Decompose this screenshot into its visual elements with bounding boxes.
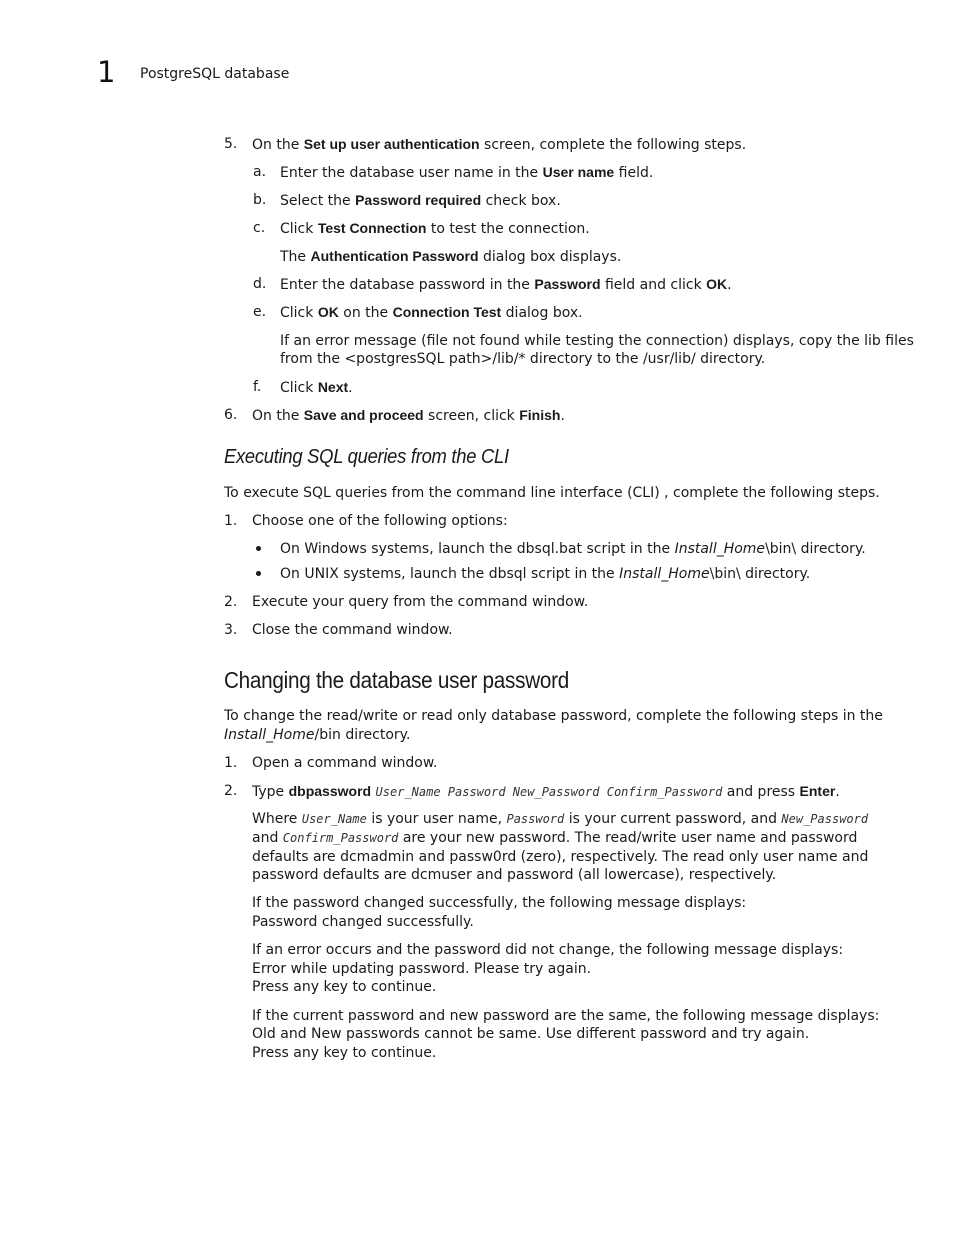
- step-number: 2.: [224, 783, 238, 799]
- pw-intro-line-2: Install_Home/bin directory.: [224, 727, 411, 743]
- substep-e: Click OK on the Connection Test dialog box.: [280, 304, 583, 321]
- pw-same-intro: If the current password and new password are the same, the following message displays:: [252, 1008, 880, 1024]
- substep-marker: f.: [253, 379, 262, 395]
- step-5: On the Set up user authentication screen, complete the following steps.: [252, 136, 747, 153]
- pw-where-line-3: defaults are dcmadmin and passw0rd (zero), respectively. The read only user name and: [252, 849, 869, 865]
- bullet-icon: [256, 546, 261, 551]
- substep-marker: d.: [253, 276, 267, 292]
- pw-success-message: Password changed successfully.: [252, 914, 474, 930]
- cli-step-1: Choose one of the following options:: [252, 513, 508, 529]
- substep-e-note-line-2: from the <postgresSQL path>/lib/* directory to the /usr/lib/ directory.: [280, 351, 766, 367]
- substep-marker: a.: [253, 164, 267, 180]
- pw-where-line-4: password defaults are dcmuser and password (all lowercase), respectively.: [252, 867, 777, 883]
- cli-step-3: Close the command window.: [252, 622, 453, 638]
- substep-c-note: The Authentication Password dialog box displays.: [280, 248, 622, 265]
- pw-error-message: Error while updating password. Please try again.: [252, 961, 592, 977]
- step-number: 1.: [224, 755, 238, 771]
- pw-step-1: Open a command window.: [252, 755, 438, 771]
- section-heading-cli: Executing SQL queries from the CLI: [224, 446, 509, 468]
- pw-same-continue: Press any key to continue.: [252, 1045, 437, 1061]
- pw-step-2: Type dbpassword User_Name Password New_Password Confirm_Password and press Enter.: [252, 783, 840, 800]
- substep-e-note-line-1: If an error message (file not found while testing the connection) displays, copy the lib files: [280, 333, 914, 349]
- cli-step-2: Execute your query from the command window.: [252, 594, 589, 610]
- substep-marker: b.: [253, 192, 267, 208]
- chapter-number: 1: [97, 55, 116, 89]
- substep-a: Enter the database user name in the User name field.: [280, 164, 654, 181]
- pw-error-continue: Press any key to continue.: [252, 979, 437, 995]
- cli-intro: To execute SQL queries from the command line interface (CLI) , complete the following steps.: [224, 485, 880, 501]
- cli-option-windows: On Windows systems, launch the dbsql.bat script in the Install_Home\bin\ directory.: [280, 541, 866, 557]
- pw-error-intro: If an error occurs and the password did not change, the following message displays:: [252, 942, 844, 958]
- substep-b: Select the Password required check box.: [280, 192, 561, 209]
- pw-where-line-2: and Confirm_Password are your new password. The read/write user name and password: [252, 830, 858, 846]
- step-number: 5.: [224, 136, 238, 152]
- running-title: PostgreSQL database: [140, 66, 290, 82]
- step-number: 1.: [224, 513, 238, 529]
- substep-marker: e.: [253, 304, 267, 320]
- substep-f: Click Next.: [280, 379, 353, 396]
- substep-c: Click Test Connection to test the connection.: [280, 220, 590, 237]
- step-6: On the Save and proceed screen, click Finish.: [252, 407, 565, 424]
- pw-where-line-1: Where User_Name is your user name, Password is your current password, and New_Password: [252, 811, 869, 827]
- pw-same-message: Old and New passwords cannot be same. Use different password and try again.: [252, 1026, 810, 1042]
- bullet-icon: [256, 571, 261, 576]
- substep-d: Enter the database password in the Password field and click OK.: [280, 276, 732, 293]
- substep-marker: c.: [253, 220, 266, 236]
- cli-option-unix: On UNIX systems, launch the dbsql script in the Install_Home\bin\ directory.: [280, 566, 811, 582]
- step-number: 3.: [224, 622, 238, 638]
- section-heading-password: Changing the database user password: [224, 667, 569, 693]
- step-number: 2.: [224, 594, 238, 610]
- pw-intro-line-1: To change the read/write or read only database password, complete the following steps in the: [224, 708, 883, 724]
- pw-success-intro: If the password changed successfully, the following message displays:: [252, 895, 747, 911]
- step-number: 6.: [224, 407, 238, 423]
